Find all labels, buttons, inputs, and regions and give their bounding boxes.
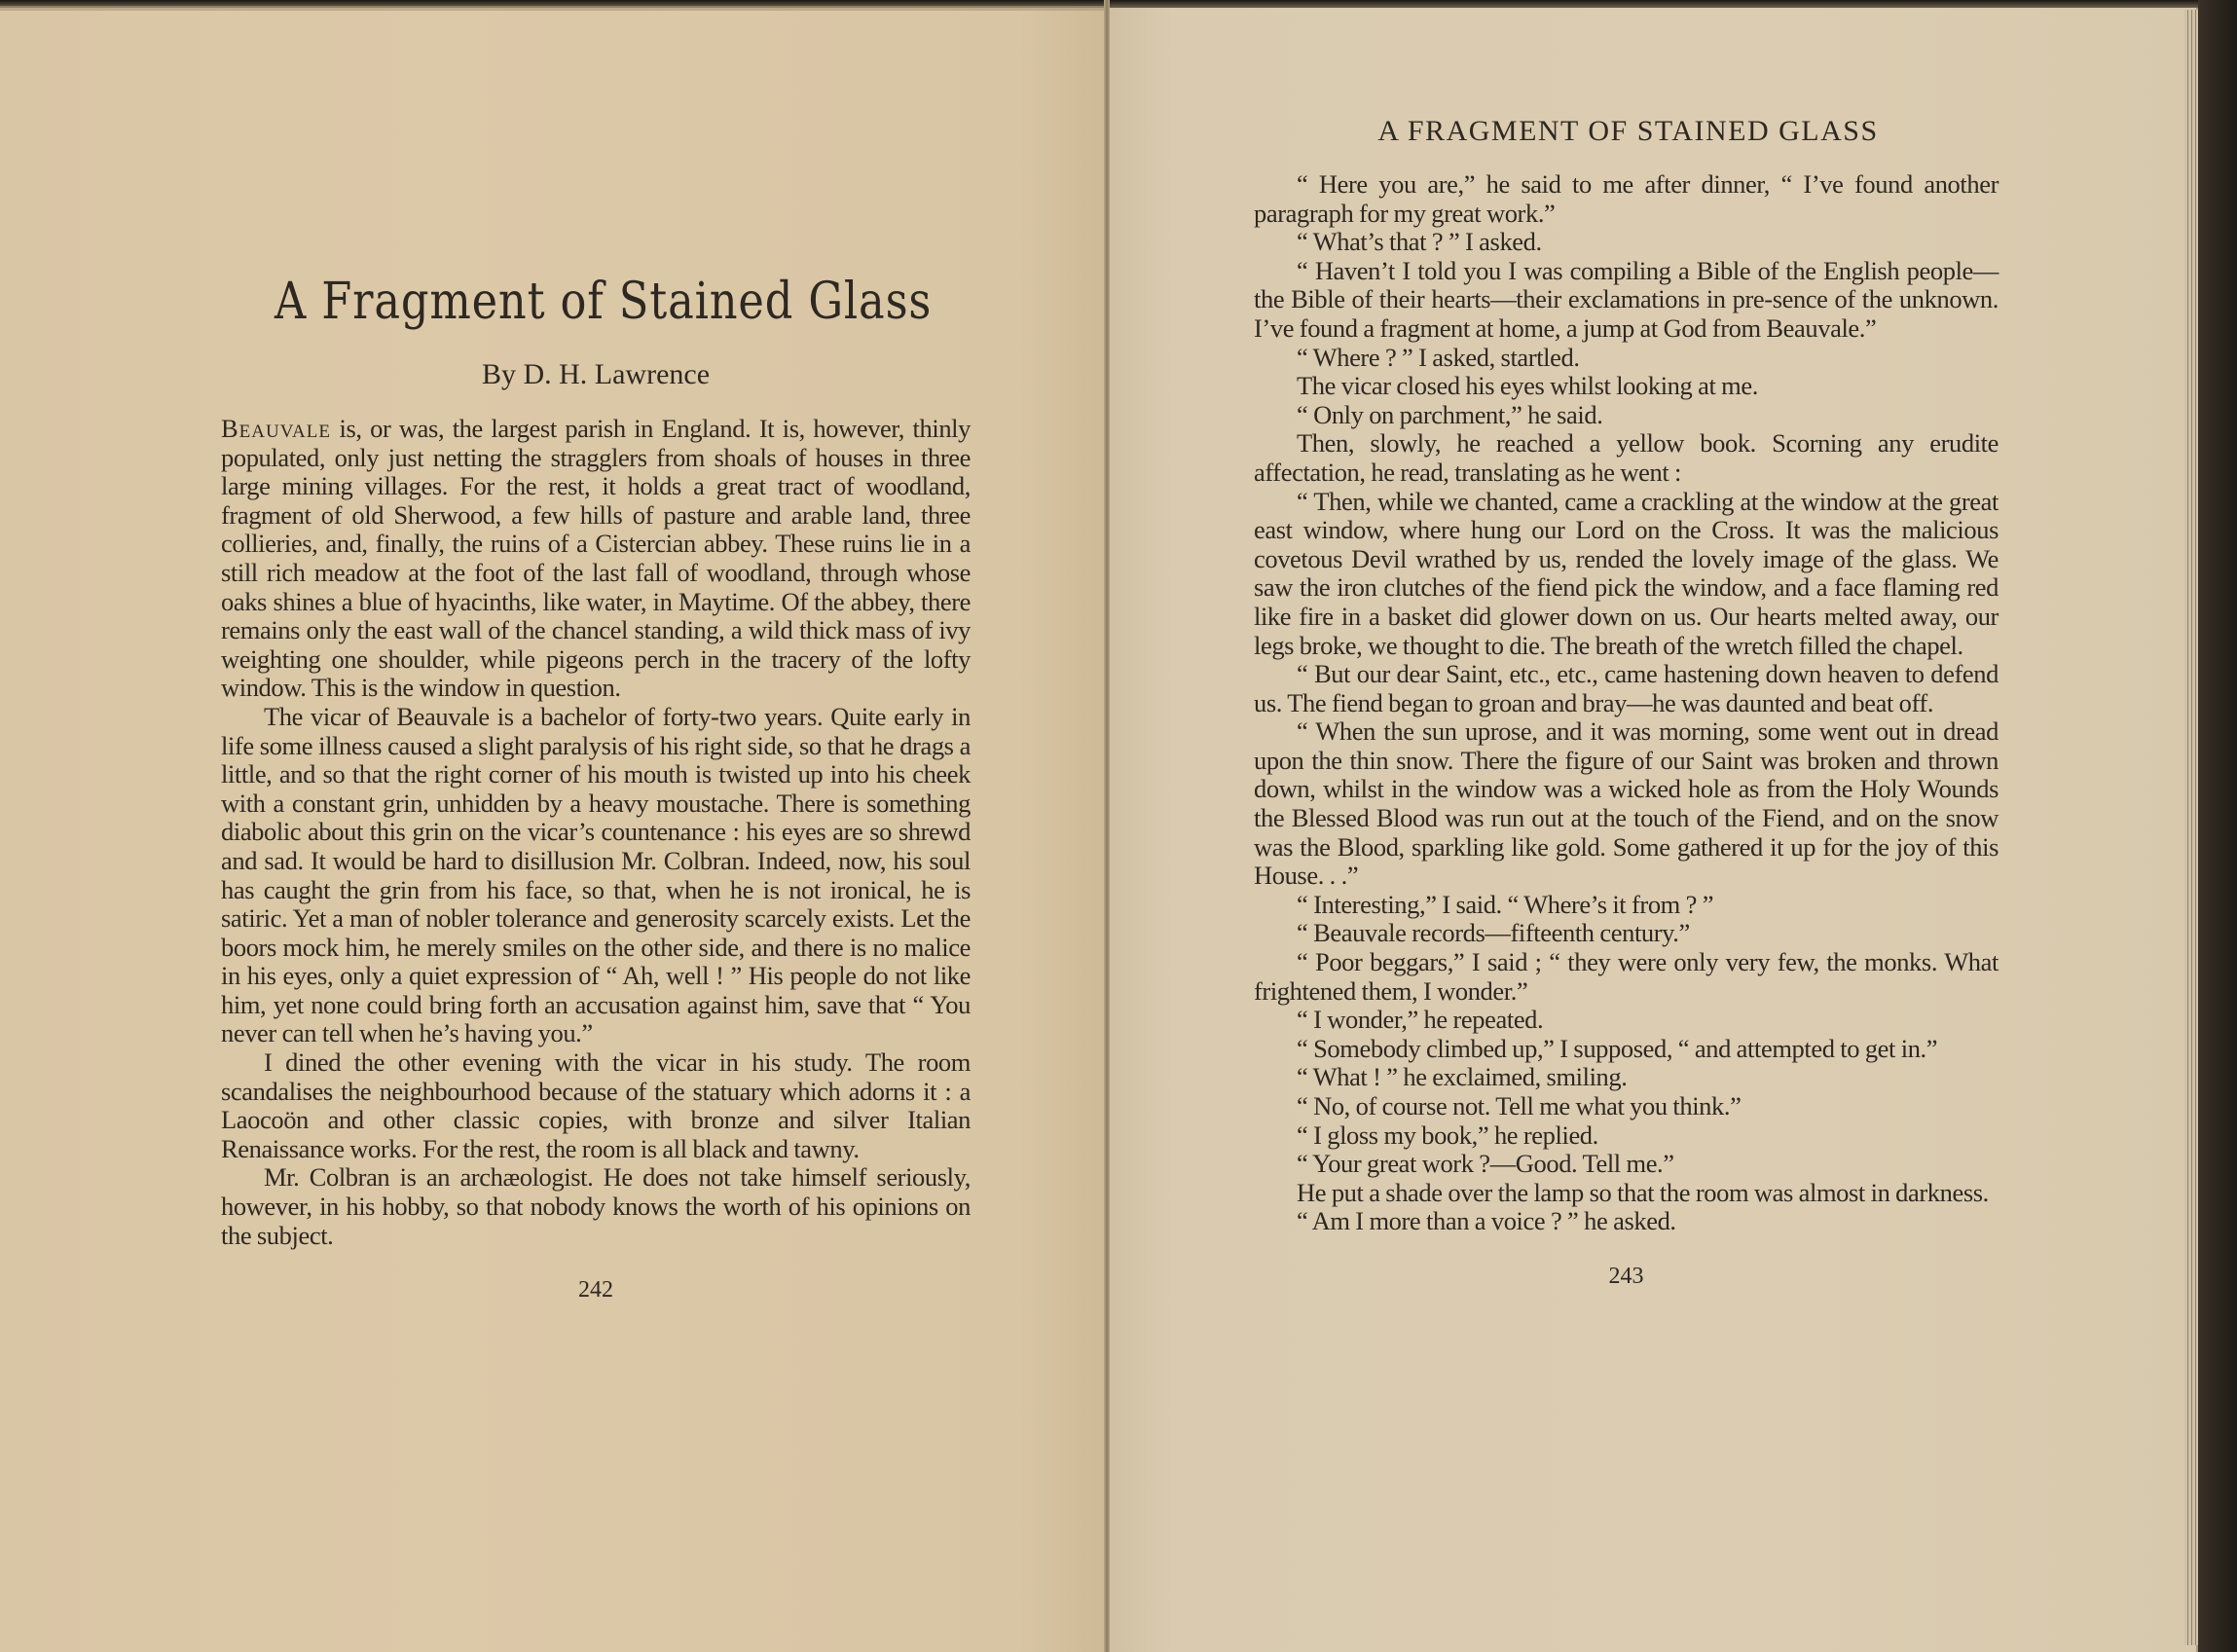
paragraph: “ I gloss my book,” he replied.	[1297, 1120, 1598, 1150]
paragraph: “ Where ? ” I asked, startled.	[1297, 342, 1580, 372]
paragraph: “ Your great work ?—Good. Tell me.”	[1297, 1149, 1674, 1179]
running-head: A FRAGMENT OF STAINED GLASS	[1377, 115, 1879, 147]
left-page-body	[221, 415, 971, 1250]
page-number-left: 242	[578, 1277, 613, 1303]
page-number-right: 243	[1608, 1263, 1644, 1289]
paragraph: “ Haven’t I told you I was compiling a Bible of the English people—the Bible of their hearts—their exclamations in pre-sence of the unknown. I’ve found a fragment at home, a jump at God from Beauvale.”	[1254, 255, 1999, 343]
paragraph: He put a shade over the lamp so that the room was almost in darkness.	[1297, 1177, 1989, 1207]
paragraph: The vicar closed his eyes whilst looking at me.	[1297, 371, 1758, 401]
paragraph-text: is, or was, the largest parish in England. It is, however, thinly populated, only just netting the stragglers from shoals of houses in three large mining villages. For the rest, it holds a great tract of woodland, fragment of old Sherwood, a few hills of pasture and arable land, three collieries, and, finally, the ruins of a Cistercian abbey. These ruins lie in a still rich meadow at the foot of the last fall of woodland, through whose oaks shines a blue of hyacinths, like water, in Maytime. Of the abbey, there remains only the east wall of the chancel standing, a wild thick mass of ivy weighting one shoulder, while pigeons perch in the tracery of the lofty window. This is the window in question.	[221, 414, 971, 703]
left-page-column	[221, 415, 971, 1304]
article-title	[221, 273, 971, 331]
paragraph: “ Somebody climbed up,” I supposed, “ and attempted to get in.”	[1297, 1033, 1938, 1063]
paragraph: “ Interesting,” I said. “ Where’s it from ? ”	[1297, 889, 1714, 919]
paragraph	[221, 415, 971, 703]
article-title-text: A Fragment of Stained Glass	[274, 273, 933, 331]
opening-small-caps: Beauvale	[221, 414, 331, 443]
page-edges	[2184, 10, 2198, 1645]
paragraph: “ When the sun uprose, and it was morning, some went out in dread upon the thin snow. There the figure of our Saint was broken and thrown down, whilst in the window was a wicked hole as from the Holy Wounds the Blessed Blood was run out at the touch of the Fiend, and on the snow was the Blood, sparkling like gold. Some gathered it up for the joy of this House. . .”	[1254, 716, 1999, 891]
paragraph: “ Beauvale records—fifteenth century.”	[1297, 918, 1690, 948]
paragraph: “ Here you are,” he said to me after dinner, “ I’ve found another paragraph for my great work.”	[1254, 169, 1999, 228]
paragraph: “ No, of course not. Tell me what you think.”	[1297, 1091, 1742, 1120]
paragraph: “ Only on parchment,” he said.	[1297, 399, 1603, 429]
paragraph: Mr. Colbran is an archæologist. He does not take himself seriously, however, in his hobby, so that nobody knows the worth of his opinions on the subject.	[221, 1162, 971, 1250]
paragraph: “ What ! ” he exclaimed, smiling.	[1297, 1062, 1628, 1092]
paragraph: The vicar of Beauvale is a bachelor of forty-two years. Quite early in life some illness caused a slight paralysis of his right side, so that he drags a little, and so that the right corner of his mouth is twisted up into his cheek with a constant grin, unhidden by a heavy moustache. There is something diabolic about this grin on the vicar’s countenance : his eyes are so shrewd and sad. It would be hard to disillusion Mr. Colbran. Indeed, now, his soul has caught the grin from his face, so that, when he is not ironical, he is satiric. Yet a man of nobler tolerance and generosity scarcely exists. Let the boors mock him, he merely smiles on the other side, and there is no malice in his eyes, only a quiet expression of “ Ah, well ! ” His people do not like him, yet none could bring forth an accusation against him, save that “ You never can tell when he’s having you.”	[221, 701, 971, 1048]
book-cover-edge	[2198, 0, 2237, 1652]
paragraph: Then, slowly, he reached a yellow book. Scorning any erudite affectation, he read, translating as he went :	[1254, 428, 1999, 487]
paragraph: “ Poor beggars,” I said ; “ they were only very few, the monks. What frightened them, I wonder.”	[1254, 947, 1999, 1006]
right-page-column	[1254, 170, 1999, 1291]
left-page-top-edge	[0, 6, 1108, 11]
right-page-body	[1254, 170, 1999, 1236]
paragraph: “ Am I more than a voice ? ” he asked.	[1297, 1206, 1676, 1236]
book-spine-gutter	[1104, 0, 1110, 1652]
paragraph: “ But our dear Saint, etc., etc., came hastening down heaven to defend us. The fiend began to groan and bray—he was daunted and beat off.	[1254, 659, 1999, 717]
paragraph: “ What’s that ? ” I asked.	[1297, 227, 1542, 257]
paragraph: I dined the other evening with the vicar in his study. The room scandalises the neighbourhood because of the statuary which adorns it : a Laocoön and other classic copies, with bronze and silver Italian Renaissance works. For the rest, the room is all black and tawny.	[221, 1047, 971, 1163]
paragraph: “ I wonder,” he repeated.	[1297, 1005, 1544, 1035]
author-byline: By D. H. Lawrence	[481, 358, 711, 390]
paragraph: “ Then, while we chanted, came a crackling at the window at the great east window, where hung our Lord on the Cross. It was the malicious covetous Devil wrathed by us, rended the lovely image of the glass. We saw the iron clutches of the fiend pick the window, and a face flaming red like fire in a basket did glower down on us. Our hearts melted away, our legs broke, we thought to die. The breath of the wretch filled the chapel.	[1254, 486, 1999, 660]
